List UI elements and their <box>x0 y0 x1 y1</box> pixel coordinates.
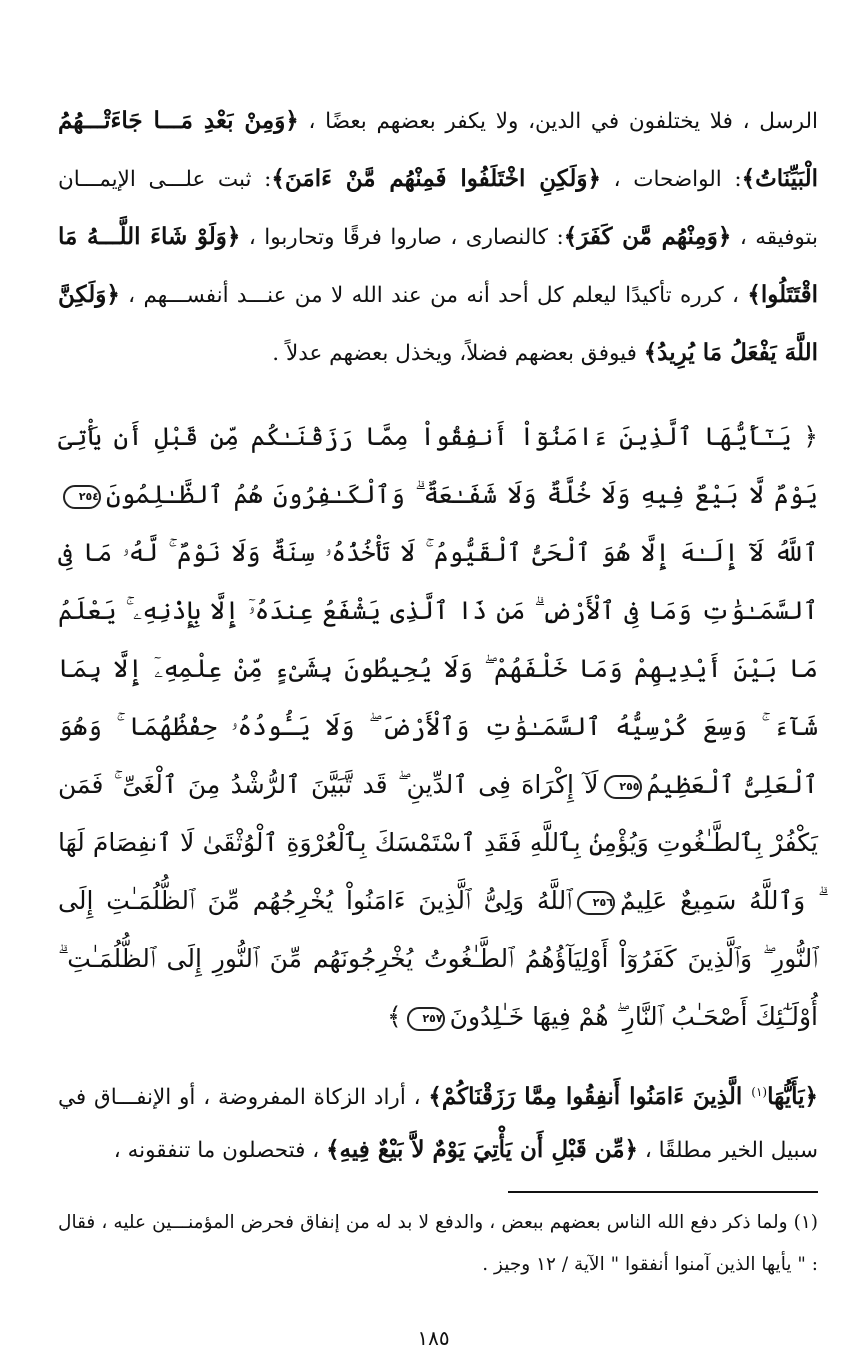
verse-text: ﴿ يَـٰٓأَيُّهَا ٱلَّذِينَ ءَامَنُوٓاْ أَنفِقُواْ مِمَّا رَزَقْنَـٰكُم مِّن قَبْلِ أَن يَأْتِىَ يَوْمٌ لَّا بَيْعٌ فِيهِ وَلَا خُلَّةٌ وَلَا شَفَـٰعَةٌ ۗ وَٱلْكَـٰفِرُونَ هُمُ ٱلظَّـٰلِمُونَ <box>58 422 818 509</box>
quran-quote: ﴿يَأَيُّهَا <box>767 1083 818 1110</box>
tafsir-paragraph-1 <box>58 92 818 382</box>
quran-quote: ﴿وَلَوْ شَاءَ اللَّـــهُ مَا اقْتَتَلُوا﴾ <box>58 223 818 308</box>
tafsir-paragraph-2 <box>58 1071 818 1177</box>
quran-quote: ﴿وَمِنْهُم مَّن كَفَرَ﴾ <box>563 223 732 250</box>
quran-quote: ﴿وَمِنْ بَعْدِ مَـــا جَاءَتْـــهُمُ الْبَيِّنَاتُ﴾ <box>58 107 819 192</box>
tafsir-text: ، كرره تأكيدًا ليعلم كل أحد أنه من عند الله لا من عنـــد أنفســـهم ، <box>119 283 748 308</box>
tafsir-text: ، أراد الزكاة المفروضة ، أو الإنفـــاق في سبيل الخير مطلقًا ، <box>58 1085 818 1163</box>
quran-quote: ﴿وَلَكِنِ اخْتَلَفُوا فَمِنْهُم مَّنْ ءَامَنَ﴾ <box>271 165 602 192</box>
footnote-ref[interactable]: (١) <box>751 1084 768 1099</box>
footnote-divider <box>508 1191 818 1193</box>
tafsir-text: الرسل ، فلا يختلفون في الدين، ولا يكفر بعضهم بعضًا ، <box>298 109 818 134</box>
verse-text: ٱللَّهُ وَلِىُّ ٱلَّذِينَ ءَامَنُواْ يُخْرِجُهُم مِّنَ ٱلظُّلُمَـٰتِ إِلَى ٱلنُّورِ ۖ وَٱلَّذِينَ كَفَرُوٓاْ أَوْلِيَآؤُهُمُ ٱلطَّـٰغُوتُ يُخْرِجُونَهُم مِّنَ ٱلنُّورِ إِلَى ٱلظُّلُمَـٰتِ ۗ أُوْلَـٰٓئِكَ أَصْحَـٰبُ ٱلنَّارِ ۖ هُمْ فِيهَا خَـٰلِدُونَ <box>58 886 818 1031</box>
ayah-number-marker: ٢٥٥ <box>604 775 642 799</box>
tafsir-text: : الواضحات ، <box>601 167 742 192</box>
verse-text: ٱللَّهُ لَآ إِلَـٰهَ إِلَّا هُوَ ٱلْحَىُّ ٱلْقَيُّومُ ۚ لَا تَأْخُذُهُۥ سِنَةٌ وَلَا نَوْمٌ ۚ لَّهُۥ مَا فِى ٱلسَّمَـٰوَٰتِ وَمَا فِى ٱلْأَرْضِ ۗ مَن ذَا ٱلَّذِى يَشْفَعُ عِندَهُۥٓ إِلَّا بِإِذْنِهِۦ ۚ يَعْلَمُ مَا بَيْنَ أَيْدِيهِمْ وَمَا خَلْفَهُمْ ۖ وَلَا يُحِيطُونَ بِشَىْءٍ مِّنْ عِلْمِهِۦٓ إِلَّا بِمَا شَآءَ ۚ وَسِعَ كُرْسِيُّهُ ٱلسَّمَـٰوَٰتِ وَٱلْأَرْضَ ۖ وَلَا يَـُٔودُهُۥ حِفْظُهُمَا ۚ وَهُوَ ٱلْعَلِىُّ ٱلْعَظِيمُ <box>58 538 818 799</box>
tafsir-text: : كالنصارى ، صاروا فرقًا وتحاربوا ، <box>240 225 564 250</box>
page-body <box>58 92 818 1177</box>
page-number: ١٨٥ <box>417 1326 450 1350</box>
quran-verses-block <box>58 408 818 1046</box>
ayah-number-marker: ٢٥٦ <box>577 891 615 915</box>
tafsir-text: فيوفق بعضهم فضلاً، ويخذل بعضهم عدلاً . <box>272 341 644 366</box>
tafsir-text: : ثبت علـــى الإيمـــان بتوفيقه ، <box>58 167 818 250</box>
tafsir-text: ، فتحصلون ما تنفقونه ، <box>113 1138 327 1163</box>
verse-text: لَآ إِكْرَاهَ فِى ٱلدِّينِ ۖ قَد تَّبَيَّنَ ٱلرُّشْدُ مِنَ ٱلْغَىِّ ۚ فَمَن يَكْفُرْ بِٱلطَّـٰغُوتِ وَيُؤْمِنۢ بِٱللَّهِ فَقَدِ ٱسْتَمْسَكَ بِٱلْعُرْوَةِ ٱلْوُثْقَىٰ لَا ٱنفِصَامَ لَهَا ۗ وَٱللَّهُ سَمِيعٌ عَلِيمٌ <box>58 770 818 915</box>
quran-quote: ﴿وَلَكِنَّ اللَّهَ يَفْعَلُ مَا يُرِيدُ﴾ <box>58 281 818 366</box>
quran-quote: الَّذِينَ ءَامَنُوا أَنفِقُوا مِمَّا رَزَقْنَاكُمْ﴾ <box>428 1083 752 1110</box>
ayah-number-marker: ٢٥٧ <box>407 1007 445 1031</box>
footnote: (١) ولما ذكر دفع الله الناس بعضهم ببعض ، والدفع لا بد له من إنفاق فحرض المؤمنـــين عليه ، فقال : " يأيها الذين آمنوا أنفقوا " الآية / ١٢ وجيز . <box>58 1212 818 1275</box>
ayah-number-marker: ٢٥٤ <box>63 485 101 509</box>
quran-quote: ﴿مِّن قَبْلِ أَن يَأْتِيَ يَوْمٌ لاَّ بَيْعٌ فِيهِ﴾ <box>326 1136 638 1163</box>
verse-bracket: ﴾ <box>386 1002 402 1031</box>
